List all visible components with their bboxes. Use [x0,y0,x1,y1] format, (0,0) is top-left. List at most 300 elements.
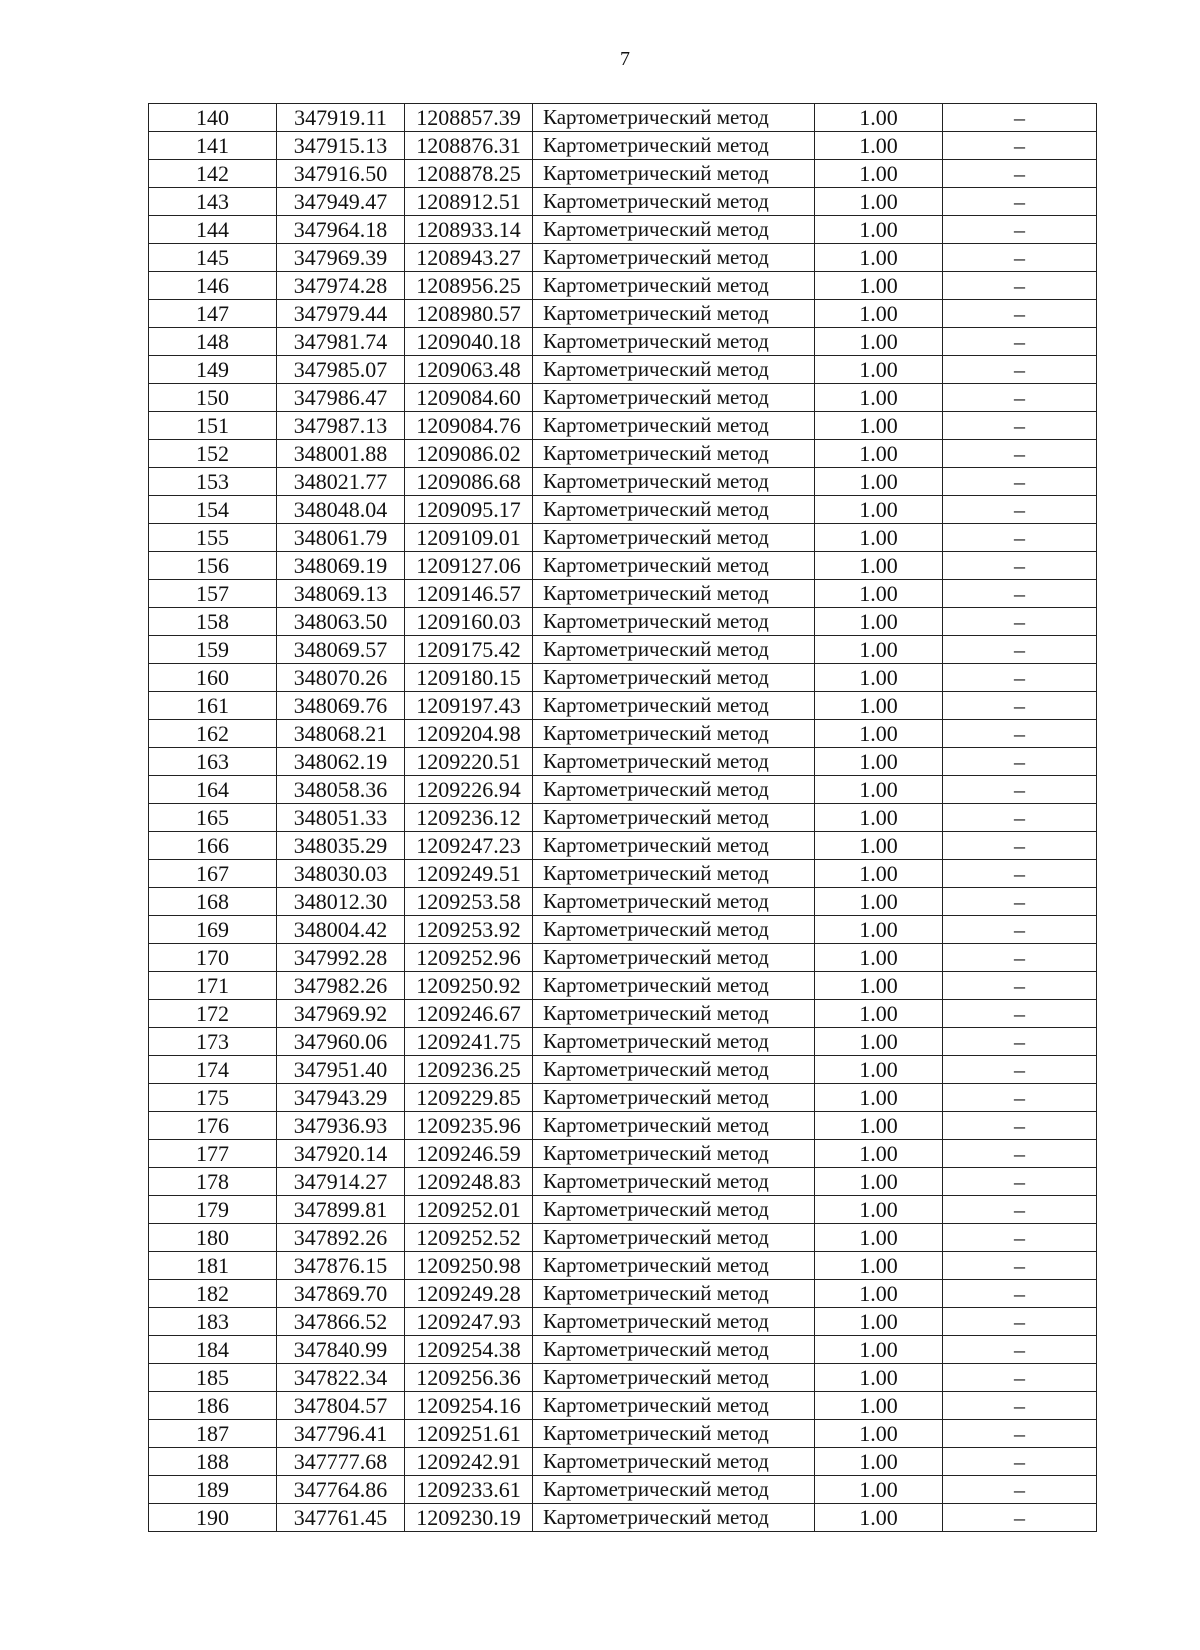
method-cell: Картометрический метод [533,300,815,328]
y-coordinate-cell: 1209249.28 [405,1280,533,1308]
y-coordinate-cell: 1209248.83 [405,1168,533,1196]
y-coordinate-cell: 1208956.25 [405,272,533,300]
table-row [149,356,1097,384]
note-cell: – [943,552,1097,580]
accuracy-cell: 1.00 [815,664,943,692]
point-number-cell: 147 [149,300,277,328]
point-number-cell: 172 [149,1000,277,1028]
table-row [149,272,1097,300]
table-row [149,1084,1097,1112]
accuracy-cell: 1.00 [815,1476,943,1504]
table-row [149,1364,1097,1392]
method-cell: Картометрический метод [533,804,815,832]
method-cell: Картометрический метод [533,972,815,1000]
y-coordinate-cell: 1209241.75 [405,1028,533,1056]
accuracy-cell: 1.00 [815,1112,943,1140]
table-row [149,1140,1097,1168]
point-number-cell: 140 [149,104,277,132]
point-number-cell: 181 [149,1252,277,1280]
point-number-cell: 155 [149,524,277,552]
y-coordinate-cell: 1209252.52 [405,1224,533,1252]
x-coordinate-cell: 347822.34 [277,1364,405,1392]
accuracy-cell: 1.00 [815,860,943,888]
note-cell: – [943,1504,1097,1532]
note-cell: – [943,468,1097,496]
x-coordinate-cell: 348030.03 [277,860,405,888]
y-coordinate-cell: 1209197.43 [405,692,533,720]
note-cell: – [943,524,1097,552]
method-cell: Картометрический метод [533,1364,815,1392]
point-number-cell: 164 [149,776,277,804]
point-number-cell: 190 [149,1504,277,1532]
table-row [149,216,1097,244]
accuracy-cell: 1.00 [815,356,943,384]
method-cell: Картометрический метод [533,776,815,804]
note-cell: – [943,1364,1097,1392]
y-coordinate-cell: 1209175.42 [405,636,533,664]
accuracy-cell: 1.00 [815,1196,943,1224]
table-row [149,524,1097,552]
table-row [149,944,1097,972]
accuracy-cell: 1.00 [815,1392,943,1420]
note-cell: – [943,860,1097,888]
point-number-cell: 185 [149,1364,277,1392]
table-row [149,636,1097,664]
point-number-cell: 169 [149,916,277,944]
note-cell: – [943,832,1097,860]
method-cell: Картометрический метод [533,496,815,524]
point-number-cell: 168 [149,888,277,916]
x-coordinate-cell: 347916.50 [277,160,405,188]
y-coordinate-cell: 1209246.67 [405,1000,533,1028]
table-row [149,1476,1097,1504]
method-cell: Картометрический метод [533,468,815,496]
table-row [149,1448,1097,1476]
note-cell: – [943,328,1097,356]
method-cell: Картометрический метод [533,1168,815,1196]
note-cell: – [943,664,1097,692]
x-coordinate-cell: 348001.88 [277,440,405,468]
method-cell: Картометрический метод [533,188,815,216]
point-number-cell: 165 [149,804,277,832]
x-coordinate-cell: 347869.70 [277,1280,405,1308]
table-row [149,580,1097,608]
method-cell: Картометрический метод [533,888,815,916]
point-number-cell: 162 [149,720,277,748]
note-cell: – [943,412,1097,440]
method-cell: Картометрический метод [533,832,815,860]
note-cell: – [943,776,1097,804]
accuracy-cell: 1.00 [815,944,943,972]
note-cell: – [943,804,1097,832]
method-cell: Картометрический метод [533,1336,815,1364]
method-cell: Картометрический метод [533,720,815,748]
accuracy-cell: 1.00 [815,972,943,1000]
x-coordinate-cell: 347982.26 [277,972,405,1000]
point-number-cell: 161 [149,692,277,720]
point-number-cell: 146 [149,272,277,300]
x-coordinate-cell: 347899.81 [277,1196,405,1224]
table-row [149,1168,1097,1196]
table-row [149,1224,1097,1252]
note-cell: – [943,272,1097,300]
y-coordinate-cell: 1209236.12 [405,804,533,832]
accuracy-cell: 1.00 [815,552,943,580]
table-row [149,300,1097,328]
table-row [149,1000,1097,1028]
accuracy-cell: 1.00 [815,300,943,328]
table-row [149,1308,1097,1336]
point-number-cell: 173 [149,1028,277,1056]
note-cell: – [943,1308,1097,1336]
point-number-cell: 150 [149,384,277,412]
table-row [149,692,1097,720]
x-coordinate-cell: 348061.79 [277,524,405,552]
accuracy-cell: 1.00 [815,216,943,244]
point-number-cell: 188 [149,1448,277,1476]
x-coordinate-cell: 347986.47 [277,384,405,412]
table-row [149,328,1097,356]
method-cell: Картометрический метод [533,104,815,132]
method-cell: Картометрический метод [533,1084,815,1112]
point-number-cell: 174 [149,1056,277,1084]
note-cell: – [943,1252,1097,1280]
x-coordinate-cell: 348058.36 [277,776,405,804]
accuracy-cell: 1.00 [815,244,943,272]
point-number-cell: 156 [149,552,277,580]
point-number-cell: 187 [149,1420,277,1448]
x-coordinate-cell: 348069.57 [277,636,405,664]
y-coordinate-cell: 1209226.94 [405,776,533,804]
note-cell: – [943,1168,1097,1196]
method-cell: Картометрический метод [533,216,815,244]
method-cell: Картометрический метод [533,1476,815,1504]
table-row [149,468,1097,496]
accuracy-cell: 1.00 [815,916,943,944]
coordinates-table [148,103,1097,1532]
note-cell: – [943,720,1097,748]
point-number-cell: 158 [149,608,277,636]
x-coordinate-cell: 347943.29 [277,1084,405,1112]
method-cell: Картометрический метод [533,160,815,188]
x-coordinate-cell: 347987.13 [277,412,405,440]
accuracy-cell: 1.00 [815,776,943,804]
table-row [149,916,1097,944]
accuracy-cell: 1.00 [815,272,943,300]
y-coordinate-cell: 1209236.25 [405,1056,533,1084]
x-coordinate-cell: 348069.76 [277,692,405,720]
method-cell: Картометрический метод [533,1196,815,1224]
table-row [149,1112,1097,1140]
table-row [149,244,1097,272]
method-cell: Картометрический метод [533,1028,815,1056]
y-coordinate-cell: 1209095.17 [405,496,533,524]
table-row [149,1392,1097,1420]
y-coordinate-cell: 1209251.61 [405,1420,533,1448]
point-number-cell: 166 [149,832,277,860]
table-row [149,888,1097,916]
x-coordinate-cell: 347936.93 [277,1112,405,1140]
note-cell: – [943,972,1097,1000]
x-coordinate-cell: 347981.74 [277,328,405,356]
y-coordinate-cell: 1209253.58 [405,888,533,916]
method-cell: Картометрический метод [533,552,815,580]
y-coordinate-cell: 1209127.06 [405,552,533,580]
method-cell: Картометрический метод [533,748,815,776]
note-cell: – [943,1336,1097,1364]
accuracy-cell: 1.00 [815,608,943,636]
note-cell: – [943,1028,1097,1056]
accuracy-cell: 1.00 [815,440,943,468]
method-cell: Картометрический метод [533,1224,815,1252]
method-cell: Картометрический метод [533,384,815,412]
note-cell: – [943,188,1097,216]
x-coordinate-cell: 347876.15 [277,1252,405,1280]
point-number-cell: 154 [149,496,277,524]
method-cell: Картометрический метод [533,1308,815,1336]
point-number-cell: 186 [149,1392,277,1420]
point-number-cell: 148 [149,328,277,356]
x-coordinate-cell: 347969.92 [277,1000,405,1028]
point-number-cell: 145 [149,244,277,272]
y-coordinate-cell: 1209220.51 [405,748,533,776]
y-coordinate-cell: 1209250.92 [405,972,533,1000]
method-cell: Картометрический метод [533,1252,815,1280]
note-cell: – [943,1420,1097,1448]
y-coordinate-cell: 1209252.96 [405,944,533,972]
x-coordinate-cell: 347960.06 [277,1028,405,1056]
y-coordinate-cell: 1209084.76 [405,412,533,440]
note-cell: – [943,216,1097,244]
y-coordinate-cell: 1208876.31 [405,132,533,160]
note-cell: – [943,1392,1097,1420]
method-cell: Картометрический метод [533,1000,815,1028]
x-coordinate-cell: 348021.77 [277,468,405,496]
note-cell: – [943,1140,1097,1168]
method-cell: Картометрический метод [533,580,815,608]
note-cell: – [943,132,1097,160]
table-row [149,384,1097,412]
note-cell: – [943,580,1097,608]
y-coordinate-cell: 1209247.93 [405,1308,533,1336]
point-number-cell: 171 [149,972,277,1000]
x-coordinate-cell: 347914.27 [277,1168,405,1196]
accuracy-cell: 1.00 [815,804,943,832]
point-number-cell: 152 [149,440,277,468]
point-number-cell: 176 [149,1112,277,1140]
y-coordinate-cell: 1208943.27 [405,244,533,272]
y-coordinate-cell: 1209229.85 [405,1084,533,1112]
note-cell: – [943,384,1097,412]
accuracy-cell: 1.00 [815,1140,943,1168]
note-cell: – [943,1448,1097,1476]
table-row [149,1252,1097,1280]
note-cell: – [943,356,1097,384]
x-coordinate-cell: 347796.41 [277,1420,405,1448]
table-row [149,552,1097,580]
note-cell: – [943,748,1097,776]
note-cell: – [943,1112,1097,1140]
x-coordinate-cell: 347892.26 [277,1224,405,1252]
accuracy-cell: 1.00 [815,580,943,608]
x-coordinate-cell: 347979.44 [277,300,405,328]
table-row [149,748,1097,776]
y-coordinate-cell: 1209109.01 [405,524,533,552]
x-coordinate-cell: 347969.39 [277,244,405,272]
accuracy-cell: 1.00 [815,1084,943,1112]
point-number-cell: 170 [149,944,277,972]
table-row [149,160,1097,188]
accuracy-cell: 1.00 [815,1364,943,1392]
accuracy-cell: 1.00 [815,1056,943,1084]
note-cell: – [943,636,1097,664]
method-cell: Картометрический метод [533,1140,815,1168]
table-row [149,104,1097,132]
page-number: 7 [620,48,630,70]
accuracy-cell: 1.00 [815,1280,943,1308]
point-number-cell: 149 [149,356,277,384]
point-number-cell: 159 [149,636,277,664]
note-cell: – [943,440,1097,468]
x-coordinate-cell: 348051.33 [277,804,405,832]
point-number-cell: 163 [149,748,277,776]
method-cell: Картометрический метод [533,1420,815,1448]
note-cell: – [943,160,1097,188]
y-coordinate-cell: 1208878.25 [405,160,533,188]
y-coordinate-cell: 1209254.16 [405,1392,533,1420]
accuracy-cell: 1.00 [815,832,943,860]
table-row [149,1056,1097,1084]
accuracy-cell: 1.00 [815,1504,943,1532]
y-coordinate-cell: 1208933.14 [405,216,533,244]
y-coordinate-cell: 1209250.98 [405,1252,533,1280]
table-row [149,1196,1097,1224]
y-coordinate-cell: 1209233.61 [405,1476,533,1504]
table-row [149,720,1097,748]
x-coordinate-cell: 348069.13 [277,580,405,608]
y-coordinate-cell: 1209230.19 [405,1504,533,1532]
accuracy-cell: 1.00 [815,1000,943,1028]
point-number-cell: 144 [149,216,277,244]
accuracy-cell: 1.00 [815,1448,943,1476]
table-row [149,608,1097,636]
table-row [149,776,1097,804]
point-number-cell: 184 [149,1336,277,1364]
note-cell: – [943,104,1097,132]
y-coordinate-cell: 1208912.51 [405,188,533,216]
x-coordinate-cell: 348035.29 [277,832,405,860]
table-row [149,1336,1097,1364]
table-row [149,832,1097,860]
accuracy-cell: 1.00 [815,188,943,216]
method-cell: Картометрический метод [533,944,815,972]
x-coordinate-cell: 348068.21 [277,720,405,748]
note-cell: – [943,1476,1097,1504]
x-coordinate-cell: 348069.19 [277,552,405,580]
x-coordinate-cell: 347949.47 [277,188,405,216]
x-coordinate-cell: 348063.50 [277,608,405,636]
x-coordinate-cell: 347915.13 [277,132,405,160]
x-coordinate-cell: 347777.68 [277,1448,405,1476]
note-cell: – [943,944,1097,972]
method-cell: Картометрический метод [533,636,815,664]
method-cell: Картометрический метод [533,356,815,384]
y-coordinate-cell: 1209063.48 [405,356,533,384]
method-cell: Картометрический метод [533,328,815,356]
y-coordinate-cell: 1209256.36 [405,1364,533,1392]
note-cell: – [943,1000,1097,1028]
point-number-cell: 153 [149,468,277,496]
note-cell: – [943,692,1097,720]
method-cell: Картометрический метод [533,1280,815,1308]
table-row [149,440,1097,468]
method-cell: Картометрический метод [533,608,815,636]
accuracy-cell: 1.00 [815,104,943,132]
point-number-cell: 167 [149,860,277,888]
y-coordinate-cell: 1209246.59 [405,1140,533,1168]
note-cell: – [943,300,1097,328]
table-row [149,1028,1097,1056]
accuracy-cell: 1.00 [815,160,943,188]
y-coordinate-cell: 1209242.91 [405,1448,533,1476]
x-coordinate-cell: 348048.04 [277,496,405,524]
x-coordinate-cell: 347920.14 [277,1140,405,1168]
point-number-cell: 180 [149,1224,277,1252]
table-row [149,1504,1097,1532]
table-row [149,496,1097,524]
note-cell: – [943,244,1097,272]
accuracy-cell: 1.00 [815,132,943,160]
point-number-cell: 160 [149,664,277,692]
coordinates-table-body [149,104,1097,1532]
point-number-cell: 143 [149,188,277,216]
y-coordinate-cell: 1209086.02 [405,440,533,468]
point-number-cell: 182 [149,1280,277,1308]
x-coordinate-cell: 348062.19 [277,748,405,776]
y-coordinate-cell: 1209252.01 [405,1196,533,1224]
point-number-cell: 175 [149,1084,277,1112]
x-coordinate-cell: 347992.28 [277,944,405,972]
y-coordinate-cell: 1209254.38 [405,1336,533,1364]
method-cell: Картометрический метод [533,1392,815,1420]
x-coordinate-cell: 347840.99 [277,1336,405,1364]
x-coordinate-cell: 347951.40 [277,1056,405,1084]
y-coordinate-cell: 1208980.57 [405,300,533,328]
point-number-cell: 183 [149,1308,277,1336]
y-coordinate-cell: 1209084.60 [405,384,533,412]
note-cell: – [943,496,1097,524]
point-number-cell: 178 [149,1168,277,1196]
x-coordinate-cell: 347866.52 [277,1308,405,1336]
accuracy-cell: 1.00 [815,328,943,356]
method-cell: Картометрический метод [533,440,815,468]
point-number-cell: 141 [149,132,277,160]
note-cell: – [943,916,1097,944]
y-coordinate-cell: 1208857.39 [405,104,533,132]
table-row [149,860,1097,888]
accuracy-cell: 1.00 [815,412,943,440]
note-cell: – [943,1280,1097,1308]
method-cell: Картометрический метод [533,1112,815,1140]
note-cell: – [943,1196,1097,1224]
point-number-cell: 142 [149,160,277,188]
accuracy-cell: 1.00 [815,1224,943,1252]
point-number-cell: 179 [149,1196,277,1224]
accuracy-cell: 1.00 [815,1308,943,1336]
y-coordinate-cell: 1209146.57 [405,580,533,608]
y-coordinate-cell: 1209160.03 [405,608,533,636]
y-coordinate-cell: 1209253.92 [405,916,533,944]
